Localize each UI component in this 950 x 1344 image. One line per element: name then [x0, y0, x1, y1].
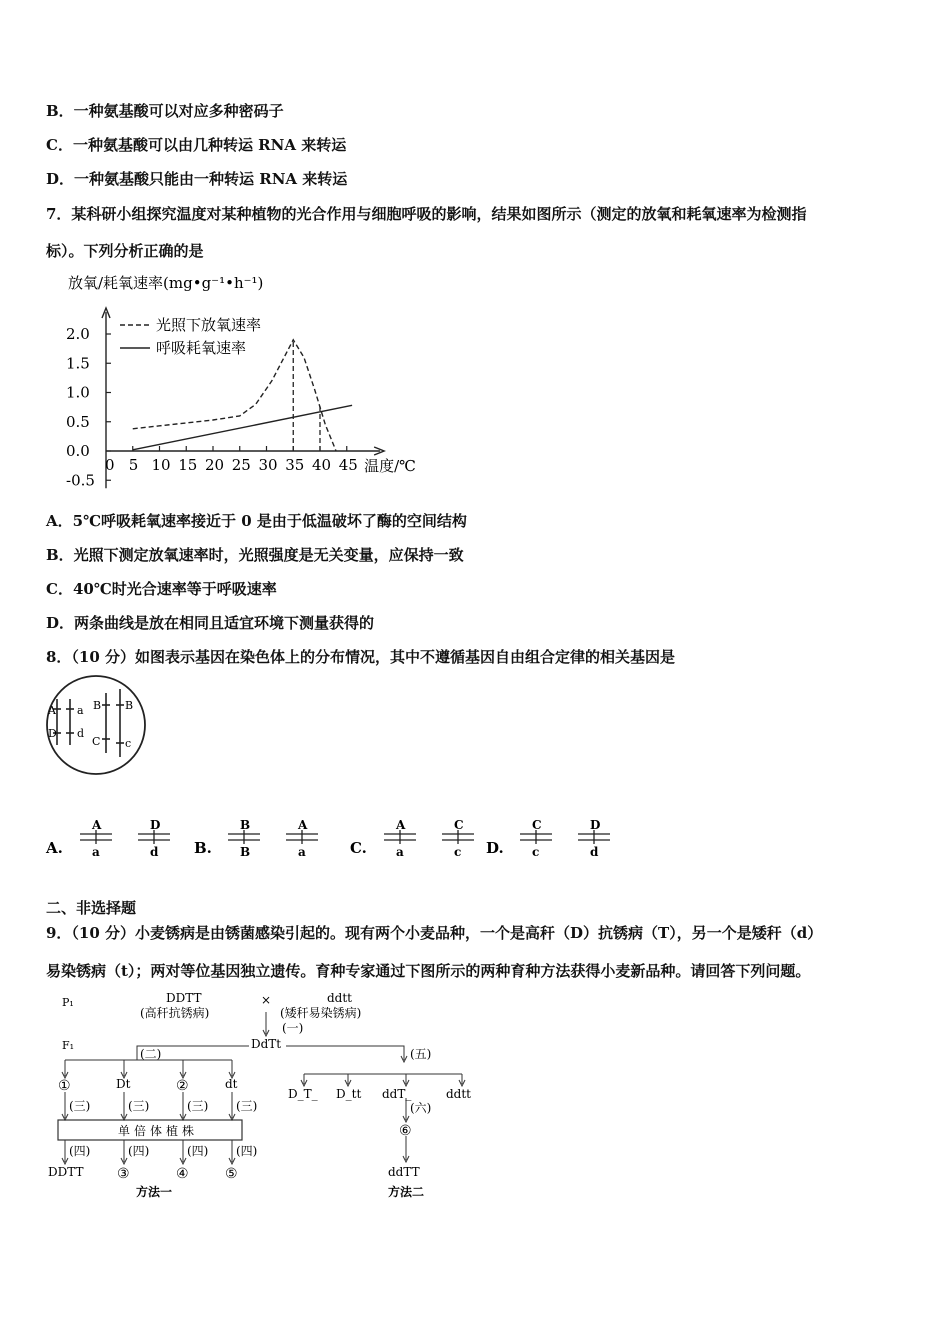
step-2: (二) [140, 1047, 162, 1061]
gamete-2: ② [176, 1078, 189, 1094]
gene-B1: B [93, 699, 102, 712]
label-p1: P₁ [62, 996, 74, 1009]
legend-label-oxygen-release: 光照下放氧速率 [156, 316, 262, 334]
q8-option-label: A. [46, 839, 63, 857]
x-tick-label: 35 [285, 456, 305, 474]
step-5: (五) [410, 1047, 432, 1061]
gamete-dt: dt [225, 1077, 238, 1091]
step-3a: (三) [69, 1099, 91, 1113]
q7-stem-line2: 标）。下列分析正确的是 [46, 242, 204, 260]
x-tick-label: 5 [128, 456, 139, 474]
q9-breeding-diagram [44, 990, 494, 1205]
q9-stem-line2: 易染锈病（t）；两对等位基因独立遗传。育种专家通过下图所示的两种育种方法获得小麦新品种。请回答下列问题。 [46, 962, 811, 980]
step-3c: (三) [187, 1099, 209, 1113]
parent1-genotype: DDTT [166, 991, 202, 1005]
result-6: ⑥ [399, 1123, 412, 1139]
cross-symbol: × [261, 993, 272, 1007]
gene-top: C [532, 818, 542, 832]
y-tick-label: 1.5 [66, 354, 90, 373]
q8-option-label: B. [194, 839, 212, 857]
q7-option-c: C．40℃时光合速率等于呼吸速率 [46, 580, 277, 598]
x-tick-label: 15 [178, 456, 198, 474]
q6-option-b: B．一种氨基酸可以对应多种密码子 [46, 102, 284, 120]
f2-D_tt: D_tt [336, 1087, 362, 1101]
parent2-genotype: ddtt [327, 991, 353, 1005]
label-f1: F₁ [62, 1039, 75, 1052]
gene-d: d [77, 727, 85, 740]
step-3d: (三) [236, 1099, 258, 1113]
x-tick-label: 45 [338, 456, 358, 474]
step-4a: (四) [69, 1144, 91, 1158]
step-4d: (四) [236, 1144, 258, 1158]
y-tick-label: 0.5 [66, 412, 90, 431]
x-tick-label: 25 [231, 456, 251, 474]
method-1: 方法一 [136, 1185, 173, 1199]
gene-bottom: a [92, 845, 100, 859]
parent1-desc: (高秆抗锈病) [140, 1006, 210, 1020]
gene-c: c [125, 737, 132, 750]
result-DDTT: DDTT [48, 1165, 84, 1179]
q8-options [44, 815, 664, 865]
gene-top: A [396, 818, 406, 832]
gene-bottom: d [590, 845, 599, 859]
q7-chart [48, 268, 448, 498]
haploid-box-label: 单倍体植株 [118, 1124, 199, 1138]
q6-option-d: D．一种氨基酸只能由一种转运 RNA 来转运 [46, 170, 348, 188]
gene-top: A [92, 818, 102, 832]
y-tick-label: -0.5 [66, 471, 95, 490]
q8-option-label: C. [350, 839, 367, 857]
q7-stem-line1: 7．某科研小组探究温度对某种植物的光合作用与细胞呼吸的影响，结果如图所示（测定的放氧和耗氧速率为检测指 [46, 205, 807, 223]
gene-top: D [150, 818, 161, 832]
q9-stem-line1: 9．（10 分）小麦锈病是由锈菌感染引起的。现有两个小麦品种，一个是高秆（D）抗锈病（T），另一个是矮秆（d） [46, 924, 823, 942]
gene-bottom: B [240, 845, 251, 859]
step-4b: (四) [128, 1144, 150, 1158]
x-axis-label: 温度/℃ [364, 457, 416, 475]
gamete-1: ① [58, 1078, 71, 1094]
gene-bottom: c [532, 845, 540, 859]
method-2: 方法二 [388, 1185, 425, 1199]
q8-stem: 8．（10 分）如图表示基因在染色体上的分布情况，其中不遵循基因自由组合定律的相关基因是 [46, 648, 676, 666]
result-4: ④ [176, 1166, 189, 1182]
chart-ylabel: 放氧/耗氧速率(mg•g⁻¹•h⁻¹) [68, 274, 264, 292]
gene-bottom: d [150, 845, 159, 859]
y-tick-label: 2.0 [66, 325, 90, 343]
step-6: (六) [410, 1101, 432, 1115]
legend-label-respiration: 呼吸耗氧速率 [156, 339, 247, 357]
gamete-Dt: Dt [116, 1077, 131, 1091]
gene-top: B [240, 818, 251, 832]
gene-B2: B [125, 699, 134, 712]
gene-D: D [48, 727, 57, 740]
y-tick-label: 0.0 [66, 442, 90, 460]
result-3: ③ [117, 1166, 130, 1182]
step-1: (一) [282, 1021, 304, 1035]
q8-option-label: D. [486, 839, 504, 857]
gene-bottom: c [454, 845, 462, 859]
q8-option-2 [350, 818, 474, 859]
section-title: 二、非选择题 [46, 899, 137, 917]
q7-option-d: D．两条曲线是放在相同且适宜环境下测量获得的 [46, 614, 375, 632]
x-tick-label: 0 [105, 456, 115, 474]
gene-top: A [298, 818, 308, 832]
f1-genotype: DdTt [251, 1037, 282, 1051]
result-ddTT: ddTT [388, 1165, 420, 1179]
step-3b: (三) [128, 1099, 150, 1113]
x-tick-label: 10 [151, 456, 171, 474]
gene-bottom: a [298, 845, 306, 859]
q7-option-b: B．光照下测定放氧速率时，光照强度是无关变量，应保持一致 [46, 546, 464, 564]
parent2-desc: (矮秆易染锈病) [280, 1006, 362, 1020]
series-respiration-line [133, 405, 352, 449]
gene-top: C [454, 818, 464, 832]
chart-legend [120, 316, 261, 357]
x-tick-label: 30 [258, 456, 278, 474]
f2-ddT_: ddT_ [382, 1087, 412, 1101]
x-tick-label: 20 [205, 456, 225, 474]
q8-cell-diagram [44, 673, 148, 777]
y-tick-label: 1.0 [66, 383, 90, 402]
step-4c: (四) [187, 1144, 209, 1158]
x-tick-label: 40 [312, 456, 332, 474]
q7-option-a: A．5℃呼吸耗氧速率接近于 0 是由于低温破坏了酶的空间结构 [46, 512, 467, 530]
q8-option-1 [194, 818, 318, 859]
q6-option-c: C．一种氨基酸可以由几种转运 RNA 来转运 [46, 136, 347, 154]
q8-option-0 [45, 818, 170, 859]
f2-ddtt: ddtt [446, 1087, 472, 1101]
gene-top: D [590, 818, 601, 832]
result-5: ⑤ [225, 1166, 238, 1182]
gene-A: A [48, 704, 56, 717]
q8-option-3 [486, 818, 610, 859]
gene-a: a [77, 704, 84, 717]
gene-C: C [92, 735, 101, 748]
x-axis [105, 446, 416, 475]
gene-bottom: a [396, 845, 404, 859]
f2-D_T_: D_T_ [288, 1087, 318, 1101]
